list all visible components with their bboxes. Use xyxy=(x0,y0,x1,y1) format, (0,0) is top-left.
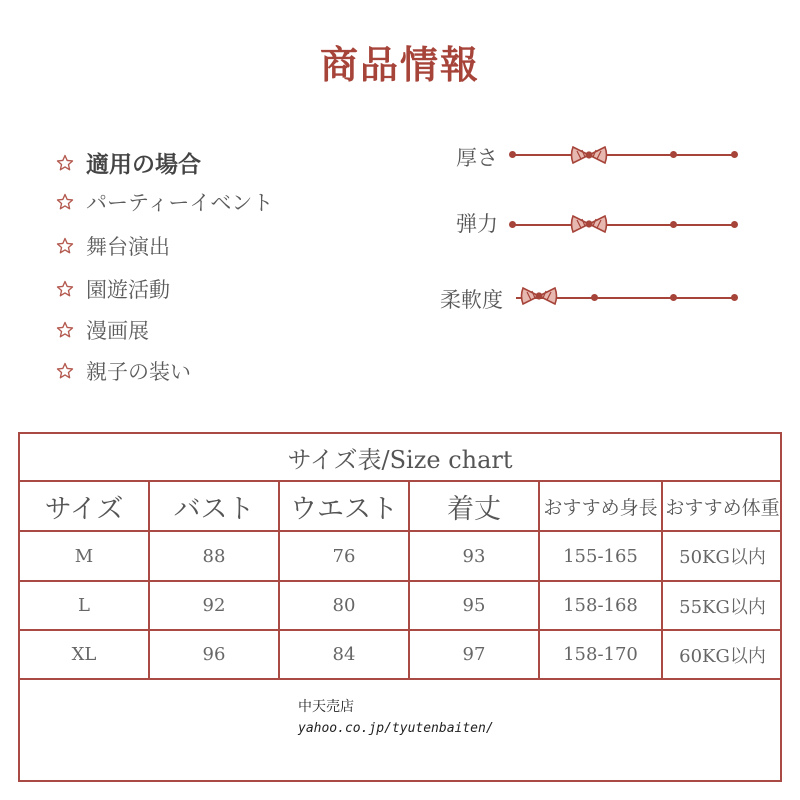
occasion-item xyxy=(56,187,273,217)
occasion-item-label: 親子の装い xyxy=(86,360,191,384)
occasion-item xyxy=(56,274,170,304)
table-header: おすすめ体重 xyxy=(665,496,780,519)
star-icon xyxy=(56,362,74,380)
occasion-item xyxy=(56,231,170,261)
star-icon xyxy=(56,321,74,339)
rating-dot xyxy=(670,294,677,301)
table-cell: 55KG以内 xyxy=(679,596,766,618)
occasion-heading xyxy=(56,146,201,179)
table-cell: 76 xyxy=(332,545,356,567)
occasion-item-label: 園遊活動 xyxy=(86,278,170,302)
table-cell: 92 xyxy=(202,595,226,616)
rating-dot xyxy=(731,221,738,228)
occasion-item-label: 漫画展 xyxy=(86,319,149,343)
rating-label: 柔軟度 xyxy=(440,288,503,312)
table-cell: 95 xyxy=(462,595,486,616)
table-header: ウエスト xyxy=(290,493,398,525)
rating-dot xyxy=(509,221,516,228)
watermark-shop-name: 中天売店 xyxy=(298,699,354,715)
table-cell: 50KG以内 xyxy=(679,547,766,568)
rating-dot xyxy=(591,294,598,301)
table-cell: XL xyxy=(71,644,97,665)
table-header: おすすめ身長 xyxy=(543,496,658,519)
occasion-item-label: パーティーイベント xyxy=(86,191,274,215)
rating-label: 厚さ xyxy=(456,146,498,170)
bow-icon xyxy=(520,286,558,306)
star-icon xyxy=(56,280,74,298)
occasion-item-label: 舞台演出 xyxy=(86,235,170,259)
table-header: サイズ xyxy=(44,493,124,525)
watermark xyxy=(298,696,494,740)
table-cell: 80 xyxy=(332,595,356,616)
table-cell: 158-168 xyxy=(563,595,638,616)
rating-dot xyxy=(509,151,516,158)
rating-dot xyxy=(731,294,738,301)
rating-dot xyxy=(670,221,677,228)
occasion-item xyxy=(56,356,191,386)
table-cell: 93 xyxy=(462,545,486,567)
rating-dot xyxy=(731,151,738,158)
table-cell: 158-170 xyxy=(563,644,638,665)
table-cell: M xyxy=(74,545,94,567)
size-chart-title: サイズ表/Size chart xyxy=(287,445,513,474)
occasion-item xyxy=(56,315,149,345)
table-cell: 155-165 xyxy=(563,545,638,567)
table-header: 着丈 xyxy=(447,493,501,525)
table-cell: 96 xyxy=(202,644,226,665)
rating-track xyxy=(512,224,734,226)
table-cell: 84 xyxy=(332,644,356,665)
table-cell: 60KG以内 xyxy=(679,645,766,667)
table-cell: L xyxy=(78,595,90,616)
star-icon xyxy=(56,237,74,255)
star-icon xyxy=(56,154,74,172)
table-divider xyxy=(18,678,782,680)
rating-label: 弾力 xyxy=(456,212,498,236)
watermark-url: yahoo.co.jp/tyutenbaiten/ xyxy=(298,721,494,736)
table-cell: 88 xyxy=(202,545,226,567)
table-cell: 97 xyxy=(462,644,486,665)
star-icon xyxy=(56,193,74,211)
table-header: バスト xyxy=(173,493,255,525)
page-title: 商品情報 xyxy=(319,43,480,87)
rating-dot xyxy=(670,151,677,158)
bow-icon xyxy=(570,214,608,234)
rating-track xyxy=(512,154,734,156)
occasion-heading-label: 適用の場合 xyxy=(86,152,201,178)
bow-icon xyxy=(570,145,608,165)
